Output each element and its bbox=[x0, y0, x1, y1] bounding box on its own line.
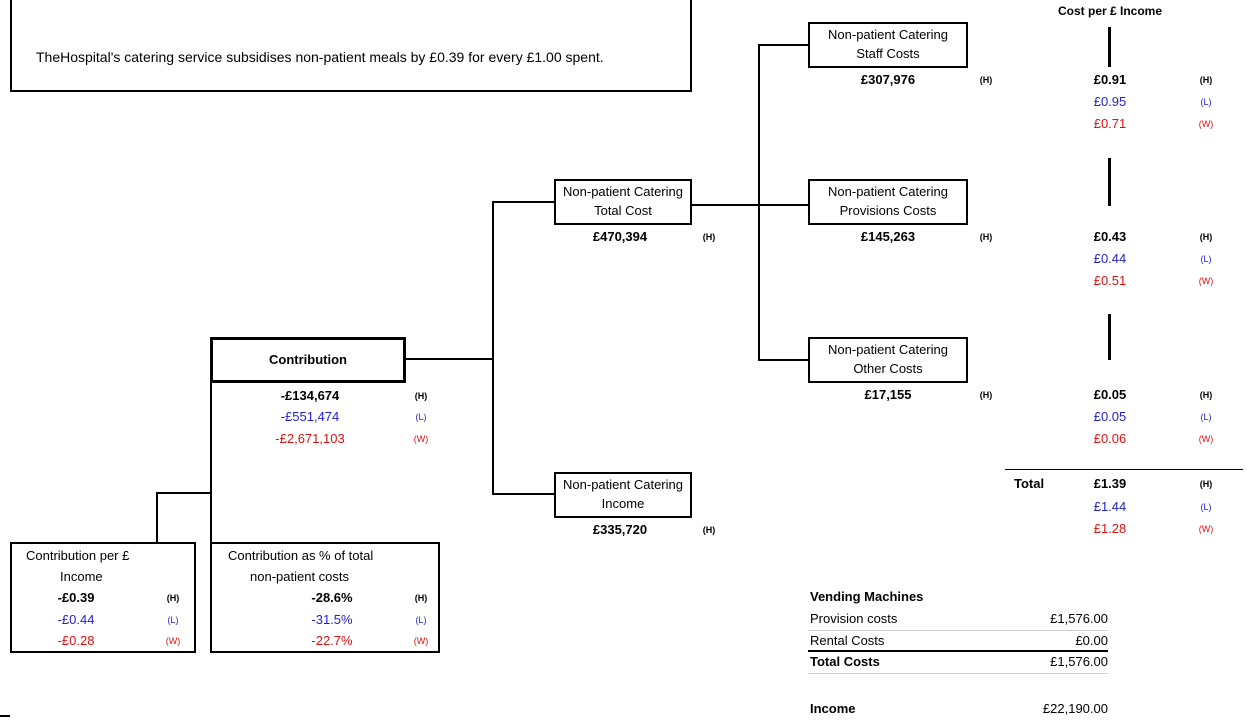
tag-h: (H) bbox=[979, 390, 993, 400]
connector bbox=[492, 493, 555, 495]
total-cost-box bbox=[554, 179, 692, 225]
connector bbox=[758, 44, 808, 46]
tag-w: (W) bbox=[413, 434, 429, 444]
contrib-per-h: -£0.39 bbox=[57, 590, 95, 605]
connector bbox=[492, 201, 494, 495]
other-per-h: £0.05 bbox=[1093, 387, 1127, 402]
contrib-pct-w: -22.7% bbox=[311, 633, 353, 648]
total-label: Total bbox=[1014, 476, 1045, 491]
total-cost-value: £470,394 bbox=[592, 229, 648, 244]
contrib-pct-l: -31.5% bbox=[311, 612, 353, 627]
staff-line2: Staff Costs bbox=[856, 46, 920, 61]
tag-w: (W) bbox=[1198, 434, 1214, 444]
connector bbox=[758, 44, 760, 361]
contribution-value-w: -£2,671,103 bbox=[275, 431, 345, 446]
provisions-costs-box bbox=[808, 179, 968, 225]
tag-h: (H) bbox=[1199, 232, 1213, 242]
connector bbox=[404, 358, 494, 360]
cost-per-income-header: Cost per £ Income bbox=[1057, 4, 1163, 18]
divider-bar bbox=[1108, 27, 1111, 67]
staff-costs-box bbox=[808, 22, 968, 68]
contribution-title: Contribution bbox=[269, 352, 347, 367]
tag-l: (L) bbox=[1200, 254, 1212, 264]
provisions-line2: Provisions Costs bbox=[839, 203, 937, 218]
tag-l: (L) bbox=[1200, 502, 1212, 512]
tag-h: (H) bbox=[979, 75, 993, 85]
other-line1: Non-patient Catering bbox=[828, 342, 948, 357]
tag-h: (H) bbox=[414, 391, 428, 401]
income-line2: Income bbox=[601, 496, 645, 511]
tag-w: (W) bbox=[165, 636, 181, 646]
tag-h: (H) bbox=[1199, 75, 1213, 85]
tag-l: (L) bbox=[1200, 412, 1212, 422]
staff-per-w: £0.71 bbox=[1093, 116, 1127, 131]
vending-rental-value: £0.00 bbox=[1075, 633, 1108, 648]
total-rule bbox=[1005, 469, 1243, 470]
income-value: £335,720 bbox=[592, 522, 648, 537]
contribution-pct-box bbox=[210, 542, 440, 653]
vending-divider bbox=[808, 673, 1108, 674]
contrib-pct-line2: non-patient costs bbox=[250, 569, 350, 584]
corner-mark bbox=[0, 715, 10, 717]
income-line1: Non-patient Catering bbox=[563, 477, 683, 492]
contrib-per-line2: Income bbox=[60, 569, 103, 584]
vending-provision-label: Provision costs bbox=[810, 611, 898, 626]
divider-bar bbox=[1108, 158, 1111, 206]
tag-w: (W) bbox=[1198, 276, 1214, 286]
vending-divider bbox=[808, 630, 1108, 631]
tag-h: (H) bbox=[702, 525, 716, 535]
connector bbox=[492, 201, 555, 203]
contrib-pct-line1: Contribution as % of total bbox=[228, 548, 374, 563]
vending-title: Vending Machines bbox=[810, 589, 924, 604]
staff-value: £307,976 bbox=[860, 72, 916, 87]
vending-rental-label: Rental Costs bbox=[810, 633, 885, 648]
vending-income-value: £22,190.00 bbox=[1042, 701, 1108, 716]
connector bbox=[156, 492, 212, 494]
tag-l: (L) bbox=[1200, 97, 1212, 107]
vending-income-label: Income bbox=[810, 701, 856, 716]
tag-w: (W) bbox=[413, 636, 429, 646]
tag-w: (W) bbox=[1198, 524, 1214, 534]
total-cost-line1: Non-patient Catering bbox=[563, 184, 683, 199]
staff-line1: Non-patient Catering bbox=[828, 27, 948, 42]
tag-h: (H) bbox=[166, 593, 180, 603]
provisions-per-l: £0.44 bbox=[1093, 251, 1127, 266]
divider-bar bbox=[1108, 314, 1111, 360]
connector bbox=[691, 204, 810, 206]
contribution-value-h: -£134,674 bbox=[280, 388, 340, 403]
tag-l: (L) bbox=[167, 615, 179, 625]
tag-h: (H) bbox=[1199, 390, 1213, 400]
contribution-per-income-box bbox=[10, 542, 196, 653]
connector bbox=[156, 492, 158, 544]
total-h: £1.39 bbox=[1093, 476, 1127, 491]
tag-h: (H) bbox=[414, 593, 428, 603]
tag-h: (H) bbox=[1199, 479, 1213, 489]
tag-h: (H) bbox=[979, 232, 993, 242]
other-per-w: £0.06 bbox=[1093, 431, 1127, 446]
other-per-l: £0.05 bbox=[1093, 409, 1127, 424]
contrib-per-l: -£0.44 bbox=[57, 612, 95, 627]
summary-note-box bbox=[10, 0, 692, 92]
staff-per-h: £0.91 bbox=[1093, 72, 1127, 87]
total-cost-line2: Total Cost bbox=[594, 203, 652, 218]
provisions-per-h: £0.43 bbox=[1093, 229, 1127, 244]
staff-per-l: £0.95 bbox=[1093, 94, 1127, 109]
vending-total-value: £1,576.00 bbox=[1050, 654, 1108, 669]
provisions-line1: Non-patient Catering bbox=[828, 184, 948, 199]
provisions-value: £145,263 bbox=[860, 229, 916, 244]
other-value: £17,155 bbox=[864, 387, 912, 402]
contrib-pct-h: -28.6% bbox=[311, 590, 353, 605]
total-l: £1.44 bbox=[1093, 499, 1127, 514]
vending-total-label: Total Costs bbox=[810, 654, 880, 669]
contrib-per-w: -£0.28 bbox=[57, 633, 95, 648]
total-w: £1.28 bbox=[1093, 521, 1127, 536]
contribution-box bbox=[210, 337, 406, 383]
other-costs-box bbox=[808, 337, 968, 383]
contrib-per-line1: Contribution per £ bbox=[26, 548, 130, 563]
connector bbox=[210, 382, 212, 544]
provisions-per-w: £0.51 bbox=[1093, 273, 1127, 288]
tag-w: (W) bbox=[1198, 119, 1214, 129]
income-box bbox=[554, 472, 692, 518]
tag-l: (L) bbox=[415, 412, 427, 422]
vending-total-rule bbox=[808, 650, 1108, 652]
vending-provision-value: £1,576.00 bbox=[1050, 611, 1108, 626]
tag-l: (L) bbox=[415, 615, 427, 625]
summary-note-text: TheHospital's catering service subsidises non-patient meals by £0.39 for every £1.00 spent. bbox=[36, 49, 604, 65]
tag-h: (H) bbox=[702, 232, 716, 242]
connector bbox=[758, 359, 808, 361]
contribution-value-l: -£551,474 bbox=[280, 409, 340, 424]
other-line2: Other Costs bbox=[853, 361, 923, 376]
